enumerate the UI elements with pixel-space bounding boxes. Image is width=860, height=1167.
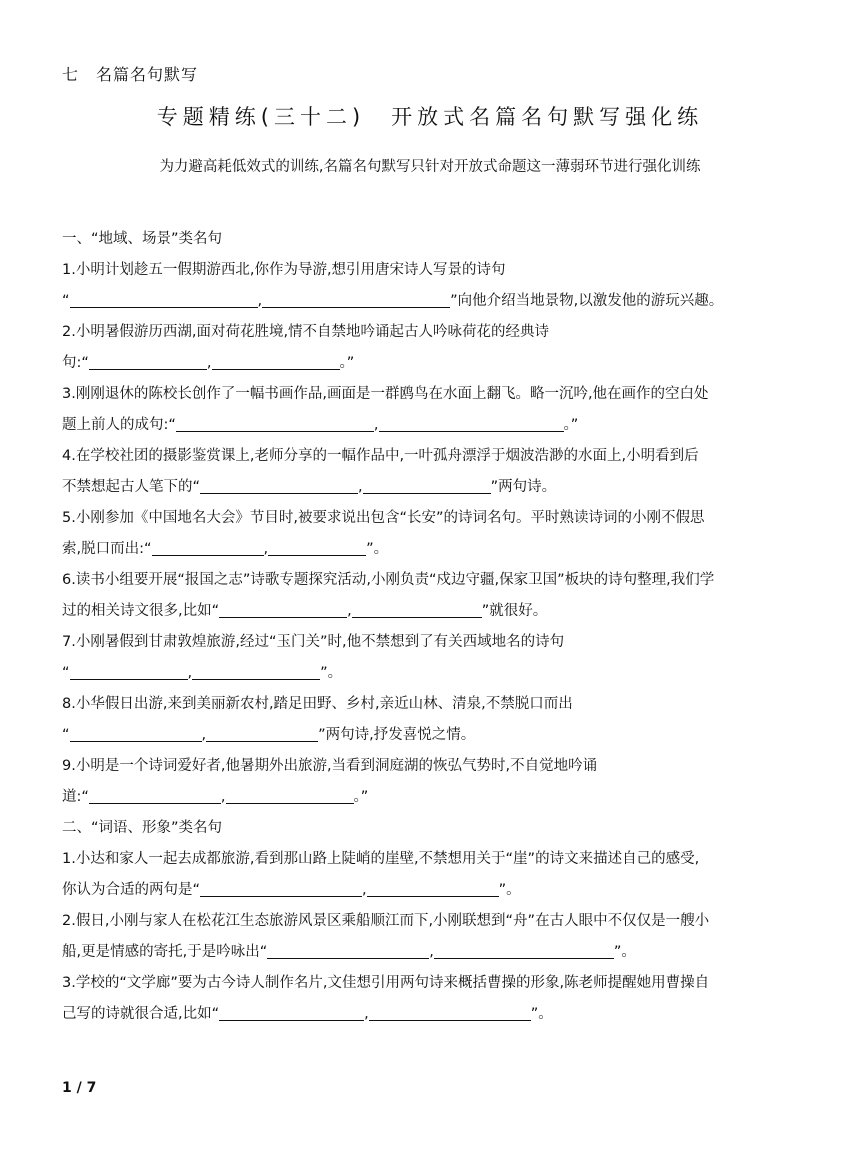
answer-separator: , xyxy=(220,789,226,805)
answer-separator: , xyxy=(201,727,207,743)
answer-blank-1[interactable] xyxy=(200,476,358,494)
answer-suffix: 。” xyxy=(353,789,369,805)
answer-suffix: ”。 xyxy=(498,882,521,898)
question-1-1 xyxy=(62,255,802,317)
question-text: 3.学校的“文学廊”要为古今诗人制作名片,文佳想引用两句诗来概括曹操的形象,陈老师提醒她用曹操自 xyxy=(62,975,710,991)
question-text: 4.在学校社团的摄影鉴赏课上,老师分享的一幅作品中,一叶孤舟漂浮于烟波浩渺的水面上,小明看到后 xyxy=(62,448,699,464)
answer-prefix: 过的相关诗文很多,比如“ xyxy=(62,603,220,619)
page-number: 1 / 7 xyxy=(62,1080,97,1096)
question-text: 1.小达和家人一起去成都旅游,看到那山路上陡峭的崖壁,不禁想用关于“崖”的诗文来描述自己的感受, xyxy=(62,851,700,867)
answer-blank-2[interactable] xyxy=(268,538,366,556)
answer-blank-2[interactable] xyxy=(434,941,614,959)
answer-line xyxy=(62,286,802,317)
answer-line xyxy=(62,534,802,565)
answer-prefix: 句:“ xyxy=(62,355,89,371)
chapter-heading: 七 名篇名句默写 xyxy=(62,65,199,84)
question-1-4 xyxy=(62,441,802,503)
answer-blank-2[interactable] xyxy=(367,879,499,897)
answer-line xyxy=(62,658,802,689)
answer-line xyxy=(62,720,802,751)
answer-blank-2[interactable] xyxy=(369,1003,531,1021)
question-1-3 xyxy=(62,379,802,441)
answer-blank-1[interactable] xyxy=(70,290,258,308)
answer-blank-2[interactable] xyxy=(363,476,491,494)
answer-blank-2[interactable] xyxy=(226,786,354,804)
answer-blank-1[interactable] xyxy=(70,724,202,742)
question-text: 3.刚刚退休的陈校长创作了一幅书画作品,画面是一群鸥鸟在水面上翻飞。略一沉吟,他在画作的空白处 xyxy=(62,386,709,402)
answer-line xyxy=(62,410,802,441)
answer-blank-1[interactable] xyxy=(200,879,362,897)
exercise-content xyxy=(62,224,802,1030)
question-2-2 xyxy=(62,906,802,968)
section-heading-region: 一、“地域、场景”类名句 xyxy=(62,231,223,247)
answer-line xyxy=(62,348,802,379)
section-heading-imagery: 二、“词语、形象”类名句 xyxy=(62,820,223,836)
answer-line xyxy=(62,782,802,813)
answer-blank-1[interactable] xyxy=(219,600,347,618)
answer-blank-2[interactable] xyxy=(206,724,318,742)
question-2-1 xyxy=(62,844,802,906)
answer-suffix: 。” xyxy=(339,355,355,371)
answer-blank-1[interactable] xyxy=(89,352,207,370)
answer-separator: , xyxy=(206,355,212,371)
answer-line xyxy=(62,875,802,906)
question-2-3 xyxy=(62,968,802,1030)
answer-separator: , xyxy=(362,882,367,898)
answer-separator: , xyxy=(364,1006,369,1022)
answer-blank-2[interactable] xyxy=(212,352,340,370)
question-text: 9.小明是一个诗词爱好者,他暑期外出旅游,当看到洞庭湖的恢弘气势时,不自觉地吟诵 xyxy=(62,758,598,774)
question-1-2 xyxy=(62,317,802,379)
answer-suffix: ”。 xyxy=(366,541,389,557)
question-text: 5.小刚参加《中国地名大会》节目时,被要求说出包含“长安”的诗词名句。平时熟读诗词的小刚不假思 xyxy=(62,510,705,526)
answer-blank-2[interactable] xyxy=(192,662,320,680)
answer-prefix: 道:“ xyxy=(62,789,89,805)
answer-suffix: ”。 xyxy=(613,944,636,960)
answer-separator: , xyxy=(373,417,379,433)
answer-prefix: “ xyxy=(62,727,70,743)
answer-prefix: “ xyxy=(62,293,70,309)
answer-separator: , xyxy=(257,293,263,309)
question-1-5 xyxy=(62,503,802,565)
answer-prefix: “ xyxy=(62,665,70,681)
question-1-9 xyxy=(62,751,802,813)
answer-prefix: 不禁想起古人笔下的“ xyxy=(62,479,201,495)
question-text: 2.小明暑假游历西湖,面对荷花胜境,情不自禁地吟诵起古人吟咏荷花的经典诗 xyxy=(62,324,550,340)
question-text: 2.假日,小刚与家人在松花江生态旅游风景区乘船顺江而下,小刚联想到“舟”在古人眼中不仅仅是一艘小 xyxy=(62,913,710,929)
question-1-8 xyxy=(62,689,802,751)
answer-blank-1[interactable] xyxy=(176,414,374,432)
answer-separator: , xyxy=(358,479,363,495)
answer-blank-1[interactable] xyxy=(267,941,429,959)
page-subtitle: 为力避高耗低效式的训练,名篇名句默写只针对开放式命题这一薄弱环节进行强化训练 xyxy=(159,159,701,175)
answer-line xyxy=(62,596,802,627)
answer-blank-1[interactable] xyxy=(70,662,188,680)
answer-blank-1[interactable] xyxy=(89,786,221,804)
question-1-6 xyxy=(62,565,802,627)
answer-suffix: ”向他介绍当地景物,以激发他的游玩兴趣。 xyxy=(450,293,724,309)
answer-suffix: ”。 xyxy=(530,1006,553,1022)
question-text: 6.读书小组要开展“报国之志”诗歌专题探究活动,小刚负责“戍边守疆,保家卫国”板块的诗句整理,我们学 xyxy=(62,572,715,588)
answer-suffix: ”两句诗。 xyxy=(490,479,557,495)
answer-prefix: 船,更是情感的寄托,于是吟咏出“ xyxy=(62,944,268,960)
answer-suffix: ”两句诗,抒发喜悦之情。 xyxy=(318,727,476,743)
question-1-7 xyxy=(62,627,802,689)
answer-prefix: 你认为合适的两句是“ xyxy=(62,882,201,898)
answer-prefix: 索,脱口而出:“ xyxy=(62,541,152,557)
answer-blank-2[interactable] xyxy=(352,600,482,618)
answer-suffix: ”就很好。 xyxy=(481,603,548,619)
answer-suffix: ”。 xyxy=(320,665,343,681)
answer-blank-2[interactable] xyxy=(262,290,450,308)
answer-separator: , xyxy=(347,603,352,619)
answer-line xyxy=(62,999,802,1030)
answer-line xyxy=(62,937,802,968)
answer-prefix: 题上前人的成句:“ xyxy=(62,417,176,433)
answer-separator: , xyxy=(429,944,434,960)
answer-blank-2[interactable] xyxy=(379,414,564,432)
answer-separator: , xyxy=(187,665,193,681)
question-text: 8.小华假日出游,来到美丽新农村,踏足田野、乡村,亲近山林、清泉,不禁脱口而出 xyxy=(62,696,573,712)
answer-separator: , xyxy=(263,541,269,557)
answer-suffix: 。” xyxy=(563,417,579,433)
answer-prefix: 己写的诗就很合适,比如“ xyxy=(62,1006,220,1022)
page-title: 专题精练(三十二) 开放式名篇名句默写强化练 xyxy=(156,105,704,129)
question-text: 1.小明计划趁五一假期游西北,你作为导游,想引用唐宋诗人写景的诗句 xyxy=(62,262,506,278)
answer-blank-1[interactable] xyxy=(152,538,264,556)
question-text: 7.小刚暑假到甘肃敦煌旅游,经过“玉门关”时,他不禁想到了有关西域地名的诗句 xyxy=(62,634,565,650)
answer-line xyxy=(62,472,802,503)
answer-blank-1[interactable] xyxy=(219,1003,364,1021)
